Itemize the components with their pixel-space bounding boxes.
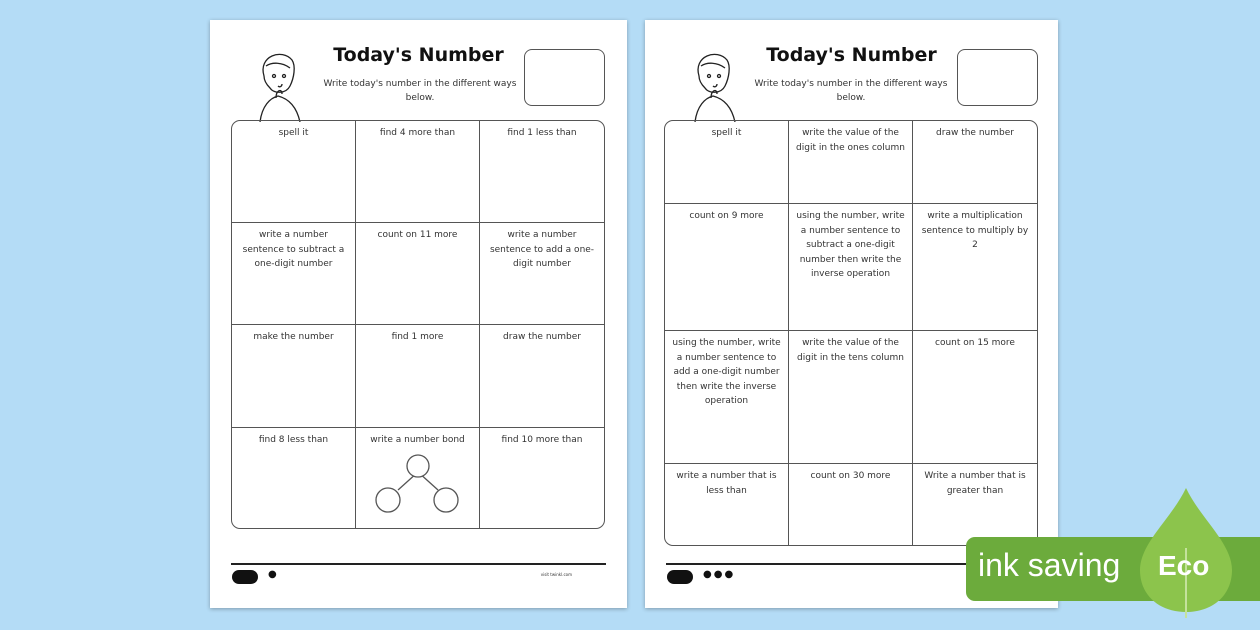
- grid-cell: write a number sentence to add a one-digit number: [480, 223, 604, 325]
- grid-cell: find 1 more: [356, 325, 480, 428]
- difficulty-dots: ●: [268, 569, 279, 580]
- grid-cell: count on 15 more: [913, 331, 1037, 464]
- grid-cell: write a number that is less than: [665, 464, 789, 545]
- number-bond-diagram: [374, 454, 464, 519]
- grid-cell: find 1 less than: [480, 121, 604, 223]
- grid-cell: draw the number: [480, 325, 604, 428]
- worksheet-title: Today's Number: [333, 44, 504, 66]
- activity-grid: [231, 120, 605, 529]
- grid-cell: count on 30 more: [789, 464, 913, 545]
- grid-cell: draw the number: [913, 121, 1037, 204]
- grid-cell: count on 9 more: [665, 204, 789, 331]
- footer-url: visit twinkl.com: [540, 572, 572, 577]
- grid-cell: count on 11 more: [356, 223, 480, 325]
- grid-cell: find 10 more than: [501, 435, 583, 445]
- grid-cell: write a multiplication sentence to multiply by 2: [913, 204, 1037, 331]
- difficulty-dots: ●●●: [703, 569, 736, 580]
- twinkl-logo: [232, 570, 258, 584]
- activity-grid: [664, 120, 1038, 546]
- cell-label: write a number bond: [370, 435, 465, 445]
- footer-divider: [231, 563, 606, 565]
- grid-cell: make the number: [232, 325, 356, 428]
- grid-cell: write the value of the digit in the ones column: [789, 121, 913, 204]
- ink-saving-text: ink saving: [978, 547, 1121, 583]
- grid-cell-number-bond: [356, 428, 480, 528]
- grid-cell: spell it: [665, 121, 789, 204]
- worksheet-title: Today's Number: [766, 44, 937, 66]
- worksheet-instruction: Write today's number in the different ways below.: [323, 79, 517, 103]
- grid-cell: write a number sentence to subtract a one-digit number: [232, 223, 356, 325]
- eco-label: Eco: [1158, 550, 1210, 581]
- grid-cell: using the number, write a number sentence to add a one-digit number then write the inverse operation: [665, 331, 789, 464]
- number-box: [524, 49, 605, 106]
- number-box: [957, 49, 1038, 106]
- grid-cell: find 4 more than: [356, 121, 480, 223]
- twinkl-logo: [667, 570, 693, 584]
- grid-cell: using the number, write a number sentence to subtract a one-digit number then write the inverse operation: [789, 204, 913, 331]
- grid-cell: spell it: [232, 121, 356, 223]
- worksheet-page-1: [210, 20, 627, 608]
- grid-cell: write the value of the digit in the tens column: [789, 331, 913, 464]
- grid-cell: Write a number that is greater than: [924, 471, 1026, 496]
- grid-cell: find 8 less than: [232, 428, 356, 528]
- worksheet-page-2: [645, 20, 1058, 608]
- worksheet-instruction: Write today's number in the different ways below.: [754, 79, 948, 103]
